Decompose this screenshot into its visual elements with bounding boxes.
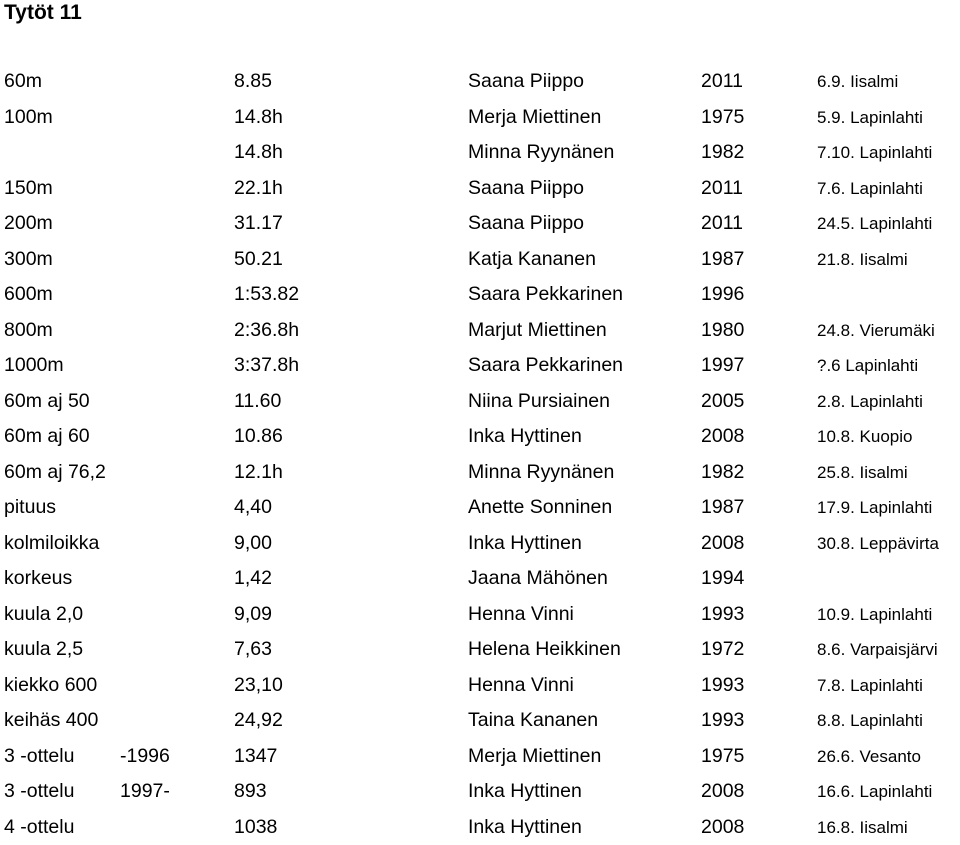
athlete-name-cell: Inka Hyttinen [468, 419, 582, 455]
event-qualifier-cell: -1996 [120, 739, 170, 775]
athlete-name-cell: Taina Kananen [468, 703, 598, 739]
date-place-cell: 17.9. Lapinlahti [817, 490, 932, 526]
result-cell: 24,92 [234, 703, 283, 739]
result-cell: 1038 [234, 810, 277, 845]
table-row [0, 64, 960, 100]
event-cell: 60m aj 76,2 [4, 455, 106, 491]
event-cell: korkeus [4, 561, 72, 597]
year-cell: 1982 [701, 135, 744, 171]
date-place-cell: 8.6. Varpaisjärvi [817, 632, 938, 668]
athlete-name-cell: Inka Hyttinen [468, 810, 582, 845]
athlete-name-cell: Inka Hyttinen [468, 526, 582, 562]
athlete-name-cell: Helena Heikkinen [468, 632, 621, 668]
table-row [0, 739, 960, 775]
event-cell: 4 -ottelu [4, 810, 74, 845]
table-row [0, 810, 960, 845]
result-cell: 8.85 [234, 64, 272, 100]
year-cell: 2011 [701, 64, 743, 100]
event-cell: 300m [4, 242, 53, 278]
event-cell: 60m aj 60 [4, 419, 90, 455]
date-place-cell: 2.8. Lapinlahti [817, 384, 923, 420]
athlete-name-cell: Minna Ryynänen [468, 135, 614, 171]
year-cell: 2008 [701, 526, 744, 562]
result-cell: 50.21 [234, 242, 283, 278]
table-row [0, 384, 960, 420]
result-cell: 1,42 [234, 561, 272, 597]
year-cell: 1972 [701, 632, 744, 668]
year-cell: 2011 [701, 206, 743, 242]
athlete-name-cell: Katja Kananen [468, 242, 596, 278]
athlete-name-cell: Saana Piippo [468, 171, 584, 207]
athlete-name-cell: Merja Miettinen [468, 100, 601, 136]
date-place-cell: 26.6. Vesanto [817, 739, 921, 775]
date-place-cell: ?.6 Lapinlahti [817, 348, 918, 384]
date-place-cell: 16.6. Lapinlahti [817, 774, 932, 810]
date-place-cell: 7.10. Lapinlahti [817, 135, 932, 171]
athlete-name-cell: Merja Miettinen [468, 739, 601, 775]
year-cell: 1996 [701, 277, 744, 313]
result-cell: 14.8h [234, 100, 283, 136]
year-cell: 1994 [701, 561, 744, 597]
result-cell: 12.1h [234, 455, 283, 491]
event-cell: kiekko 600 [4, 668, 97, 704]
table-row [0, 277, 960, 313]
date-place-cell: 6.9. Iisalmi [817, 64, 898, 100]
year-cell: 1975 [701, 100, 744, 136]
date-place-cell: 7.6. Lapinlahti [817, 171, 923, 207]
event-cell: 600m [4, 277, 53, 313]
result-cell: 1:53.82 [234, 277, 299, 313]
table-row [0, 597, 960, 633]
athlete-name-cell: Minna Ryynänen [468, 455, 614, 491]
athlete-name-cell: Saana Piippo [468, 64, 584, 100]
records-table [0, 64, 960, 845]
table-row [0, 526, 960, 562]
date-place-cell: 25.8. Iisalmi [817, 455, 908, 491]
table-row [0, 774, 960, 810]
table-row [0, 242, 960, 278]
date-place-cell: 8.8. Lapinlahti [817, 703, 923, 739]
table-row [0, 632, 960, 668]
athlete-name-cell: Henna Vinni [468, 597, 574, 633]
result-cell: 14.8h [234, 135, 283, 171]
date-place-cell: 7.8. Lapinlahti [817, 668, 923, 704]
page-title: Tytöt 11 [4, 0, 82, 26]
event-cell: 3 -ottelu [4, 739, 74, 775]
date-place-cell: 24.8. Vierumäki [817, 313, 935, 349]
year-cell: 1993 [701, 668, 744, 704]
event-cell: 100m [4, 100, 53, 136]
athlete-name-cell: Inka Hyttinen [468, 774, 582, 810]
year-cell: 1982 [701, 455, 744, 491]
year-cell: 1987 [701, 490, 744, 526]
year-cell: 2008 [701, 810, 744, 845]
event-cell: 800m [4, 313, 53, 349]
date-place-cell: 24.5. Lapinlahti [817, 206, 932, 242]
table-row [0, 455, 960, 491]
year-cell: 2008 [701, 774, 744, 810]
year-cell: 1987 [701, 242, 744, 278]
result-cell: 10.86 [234, 419, 283, 455]
date-place-cell: 10.9. Lapinlahti [817, 597, 932, 633]
athlete-name-cell: Marjut Miettinen [468, 313, 607, 349]
result-cell: 3:37.8h [234, 348, 299, 384]
date-place-cell: 30.8. Leppävirta [817, 526, 939, 562]
result-cell: 2:36.8h [234, 313, 299, 349]
athlete-name-cell: Jaana Mähönen [468, 561, 608, 597]
result-cell: 893 [234, 774, 267, 810]
table-row [0, 668, 960, 704]
table-row [0, 171, 960, 207]
result-cell: 7,63 [234, 632, 272, 668]
event-cell: kuula 2,5 [4, 632, 83, 668]
date-place-cell: 10.8. Kuopio [817, 419, 912, 455]
table-row [0, 348, 960, 384]
event-qualifier-cell: 1997- [120, 774, 170, 810]
result-cell: 22.1h [234, 171, 283, 207]
year-cell: 2011 [701, 171, 743, 207]
event-cell: 60m [4, 64, 42, 100]
result-cell: 11.60 [234, 384, 281, 420]
date-place-cell: 21.8. Iisalmi [817, 242, 908, 278]
date-place-cell: 5.9. Lapinlahti [817, 100, 923, 136]
athlete-name-cell: Henna Vinni [468, 668, 574, 704]
event-cell: kolmiloikka [4, 526, 99, 562]
year-cell: 1993 [701, 597, 744, 633]
date-place-cell: 16.8. Iisalmi [817, 810, 908, 845]
table-row [0, 206, 960, 242]
result-cell: 9,09 [234, 597, 272, 633]
year-cell: 1980 [701, 313, 744, 349]
table-row [0, 419, 960, 455]
result-cell: 1347 [234, 739, 277, 775]
year-cell: 2005 [701, 384, 744, 420]
table-row [0, 313, 960, 349]
athlete-name-cell: Saara Pekkarinen [468, 277, 623, 313]
result-cell: 4,40 [234, 490, 272, 526]
result-cell: 9,00 [234, 526, 272, 562]
event-cell: 150m [4, 171, 53, 207]
table-row [0, 490, 960, 526]
table-row [0, 100, 960, 136]
event-cell: 60m aj 50 [4, 384, 90, 420]
athlete-name-cell: Niina Pursiainen [468, 384, 610, 420]
athlete-name-cell: Saara Pekkarinen [468, 348, 623, 384]
event-cell: 200m [4, 206, 53, 242]
year-cell: 1997 [701, 348, 744, 384]
table-row [0, 561, 960, 597]
year-cell: 2008 [701, 419, 744, 455]
table-row [0, 703, 960, 739]
event-cell: kuula 2,0 [4, 597, 83, 633]
athlete-name-cell: Saana Piippo [468, 206, 584, 242]
event-cell: 1000m [4, 348, 64, 384]
result-cell: 31.17 [234, 206, 283, 242]
table-row [0, 135, 960, 171]
event-cell: 3 -ottelu [4, 774, 74, 810]
athlete-name-cell: Anette Sonninen [468, 490, 612, 526]
result-cell: 23,10 [234, 668, 283, 704]
year-cell: 1993 [701, 703, 744, 739]
year-cell: 1975 [701, 739, 744, 775]
event-cell: keihäs 400 [4, 703, 98, 739]
event-cell: pituus [4, 490, 56, 526]
